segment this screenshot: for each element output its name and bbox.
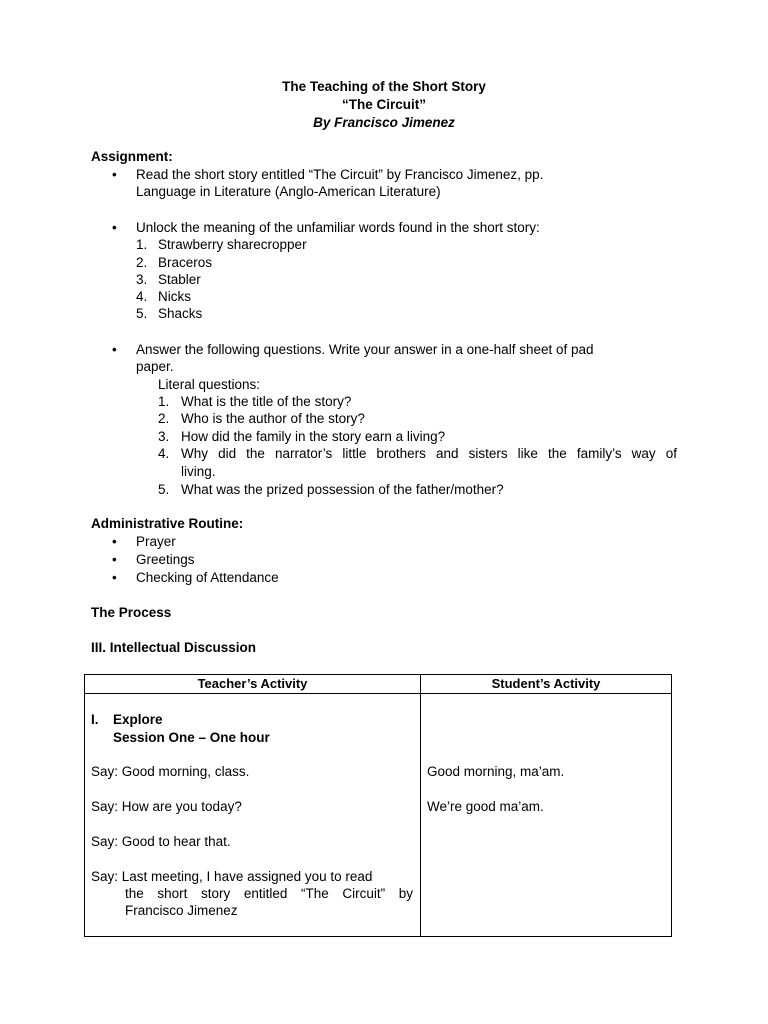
list-number: 2.: [158, 411, 170, 426]
routine-item: Prayer: [136, 534, 176, 549]
list-number: 3.: [136, 272, 148, 287]
question-item: How did the family in the story earn a living?: [181, 429, 446, 444]
table-header-row: [85, 675, 672, 694]
list-number: 4.: [136, 289, 148, 304]
word-item: Shacks: [158, 306, 203, 321]
teacher-line-continued: Francisco Jimenez: [125, 903, 238, 918]
question-item: Why did the narrator’s little brothers and sisters like the family’s way of: [181, 446, 677, 461]
question-item-continued: living.: [181, 464, 216, 479]
session-label: Session One – One hour: [113, 730, 270, 745]
table-row: [85, 694, 672, 937]
assignment-heading: Assignment:: [91, 149, 173, 164]
bullet-icon: •: [112, 220, 117, 235]
assignment-bullet-2: Unlock the meaning of the unfamiliar words found in the short story:: [136, 220, 540, 235]
teacher-line: Say: Last meeting, I have assigned you to read: [91, 869, 373, 884]
word-item: Strawberry sharecropper: [158, 237, 307, 252]
literal-questions-label: Literal questions:: [158, 377, 261, 392]
word-item: Stabler: [158, 272, 201, 287]
word-item: Braceros: [158, 255, 213, 270]
assignment-bullet-3-line-1: Answer the following questions. Write your answer in a one-half sheet of pad: [136, 342, 594, 357]
question-item: What was the prized possession of the father/mother?: [181, 482, 504, 497]
title-line-1: The Teaching of the Short Story: [282, 79, 486, 94]
word-item: Nicks: [158, 289, 191, 304]
student-activity-header: Student’s Activity: [421, 675, 672, 694]
title-line-2: “The Circuit”: [341, 97, 426, 112]
student-line: We’re good ma’am.: [427, 799, 544, 814]
bullet-icon: •: [112, 534, 117, 549]
teacher-line-continued: the short story entitled “The Circuit” by: [125, 886, 413, 901]
teacher-activity-cell: [85, 694, 421, 937]
assignment-bullet-1-line-2: Language in Literature (Anglo-American Literature): [136, 184, 441, 199]
teacher-line: Say: Good to hear that.: [91, 834, 231, 849]
bullet-icon: •: [112, 342, 117, 357]
student-line: Good morning, ma’am.: [427, 764, 565, 779]
bullet-icon: •: [112, 167, 117, 182]
title-author: By Francisco Jimenez: [313, 115, 455, 130]
student-activity-cell: [421, 694, 672, 937]
list-number: 1.: [136, 237, 148, 252]
process-heading: The Process: [91, 605, 172, 620]
list-number: 2.: [136, 255, 148, 270]
document-title: [0, 78, 768, 132]
explore-number: I.: [91, 712, 99, 727]
teacher-line: Say: How are you today?: [91, 799, 242, 814]
discussion-heading: III. Intellectual Discussion: [91, 640, 257, 655]
routine-item: Greetings: [136, 552, 195, 567]
explore-label: Explore: [113, 712, 163, 727]
list-number: 3.: [158, 429, 170, 444]
question-item: What is the title of the story?: [181, 394, 352, 409]
list-number: 1.: [158, 394, 170, 409]
assignment-bullet-3-line-2: paper.: [136, 359, 174, 374]
teacher-activity-header: Teacher’s Activity: [85, 675, 421, 694]
teacher-line: Say: Good morning, class.: [91, 764, 250, 779]
routine-heading: Administrative Routine:: [91, 516, 244, 531]
bullet-icon: •: [112, 570, 117, 585]
activity-table: [84, 674, 672, 937]
question-item: Who is the author of the story?: [181, 411, 365, 426]
bullet-icon: •: [112, 552, 117, 567]
routine-item: Checking of Attendance: [136, 570, 279, 585]
list-number: 5.: [158, 482, 170, 497]
assignment-bullet-1-line-1: Read the short story entitled “The Circuit” by Francisco Jimenez, pp.: [136, 167, 544, 182]
list-number: 5.: [136, 306, 148, 321]
list-number: 4.: [158, 446, 170, 461]
